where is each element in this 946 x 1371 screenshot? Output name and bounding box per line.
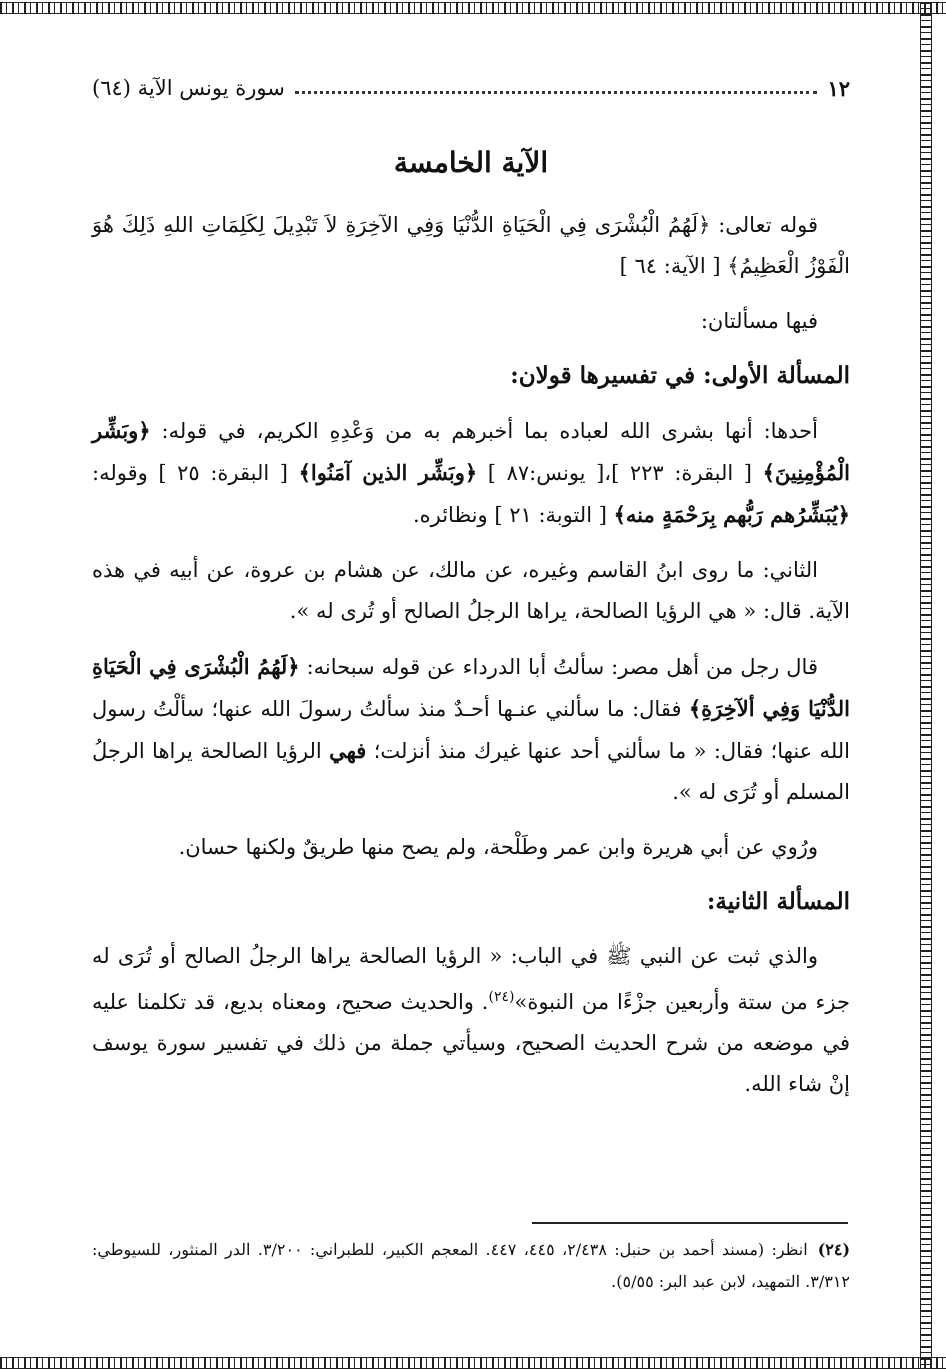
- footnote-divider: [532, 1222, 848, 1224]
- running-header: [92, 70, 850, 106]
- quran-quote: ﴿وبَشِّر الذين آمَنُوا﴾: [298, 460, 478, 485]
- bold-word: فهي: [329, 738, 367, 763]
- section-title: الآية الخامسة: [393, 146, 549, 179]
- quran-quote: ﴿وبَشِّر الْمُؤْمِنِينَ﴾: [92, 418, 851, 485]
- intro-paragraph: فيها مسألتان:: [700, 309, 818, 333]
- page-border-right: [920, 2, 932, 1369]
- page-number: ١٢: [827, 75, 850, 101]
- verse-paragraph: قوله تعالى: ﴿لَهُمُ الْبُشْرَى فِي الْحَيَاةِ الدُّنْيَا وَفِي الآخِرَةِ لاَ تَبْدِيلَ لِكَلِمَاتِ اللهِ ذَلِكَ هُوَ الْفَوْزُ الْعَظِيمُ﴾ [ الآية: ٦٤ ]: [92, 213, 850, 278]
- header-leader-dots: [295, 91, 818, 94]
- footnote-text: انظر: (مسند أحمد بن حنبل: ٢/٤٣٨، ٤٤٥، ٤٤٧. المعجم الكبير، للطبراني: ٣/٢٠٠. الدر المنثور، للسيوطي: ٣/٣١٢. التمهيد، لابن عبد البر: ٥/٥٥).: [92, 1240, 850, 1291]
- text-run: الرؤيا الصالحة يراها الرجلُ المسلم أو تُرَى له ».: [92, 739, 850, 804]
- narration-paragraph: [92, 646, 850, 813]
- text-run: [ البقرة: ٢٢٣ ]،[ يونس:٨٧ ]: [477, 461, 763, 485]
- quran-quote: ﴿لَهُمُ الْبُشْرَى فِي الْحَيَاةِ الدُّنْيَا وَفِي ألآخِرَةِ﴾: [92, 654, 851, 721]
- page-body: [92, 70, 850, 1119]
- second-opinion-paragraph: الثاني: ما روى ابنُ القاسم وغيره، عن مالك، عن هشام بن عروة، عن أبيه في هذه الآية. قال: « هي الرؤيا الصالحة، يراها الرجلُ الصالح أو تُرى له ».: [92, 558, 850, 623]
- text-run: أحدها: أنها بشرى الله لعباده بما أخبرهم به من وَعْدِهِ الكريم، في قوله:: [150, 419, 818, 443]
- page-border-bottom: [0, 1357, 946, 1369]
- text-run: [ البقرة: ٢٥ ] وقوله:: [92, 461, 299, 485]
- text-run: [ التوبة: ٢١ ] ونظائره.: [412, 503, 614, 527]
- text-run: . والحديث صحيح، ومعناه بديع، قد تكلمنا عليه في موضعه من شرح الحديث الصحيح، وسيأتي جملة من ذلك في تفسير سورة يوسف إنْ شاء الله.: [92, 990, 850, 1096]
- quran-quote: ﴿يُبَشِّرُهم رَبُّهم بِرَحْمَةٍ منه﴾: [613, 502, 850, 527]
- first-opinion-paragraph: [92, 410, 850, 536]
- heading-second-issue: المسألة الثانية:: [706, 888, 850, 915]
- page-border-top: [0, 2, 946, 14]
- text-run: والذي ثبت عن النبي ﷺ في الباب: « الرؤيا الصالحة يراها الرجلُ الصالح أو تُرَى له جزء من ستة وأربعين جزْءًا من النبوة»: [92, 944, 851, 1014]
- text-run: فقال: ما سألني عنـها أحـدٌ منذ سألتُ رسولَ الله عنها؛ سألْتُ رسول الله عنها؛ فقال: « ما سألني أحد عنها غيرك منذ أنزلت؛: [92, 697, 850, 763]
- footnote-reference: (٢٤): [488, 989, 515, 1005]
- footnote: [92, 1234, 850, 1298]
- running-title: سورة يونس الآية (٦٤): [92, 76, 285, 100]
- narration-note-paragraph: ورُوي عن أبي هريرة وابن عمر وطَلْحة، ولم يصح منها طريقٌ ولكنها حسان.: [178, 835, 818, 859]
- text-run: قال رجل من أهل مصر: سألتُ أبا الدرداء عن قوله سبحانه:: [299, 655, 818, 679]
- hadith-paragraph: [92, 936, 850, 1105]
- heading-first-issue: المسألة الأولى: في تفسيرها قولان:: [510, 362, 850, 389]
- footnote-number: (٢٤): [817, 1240, 851, 1259]
